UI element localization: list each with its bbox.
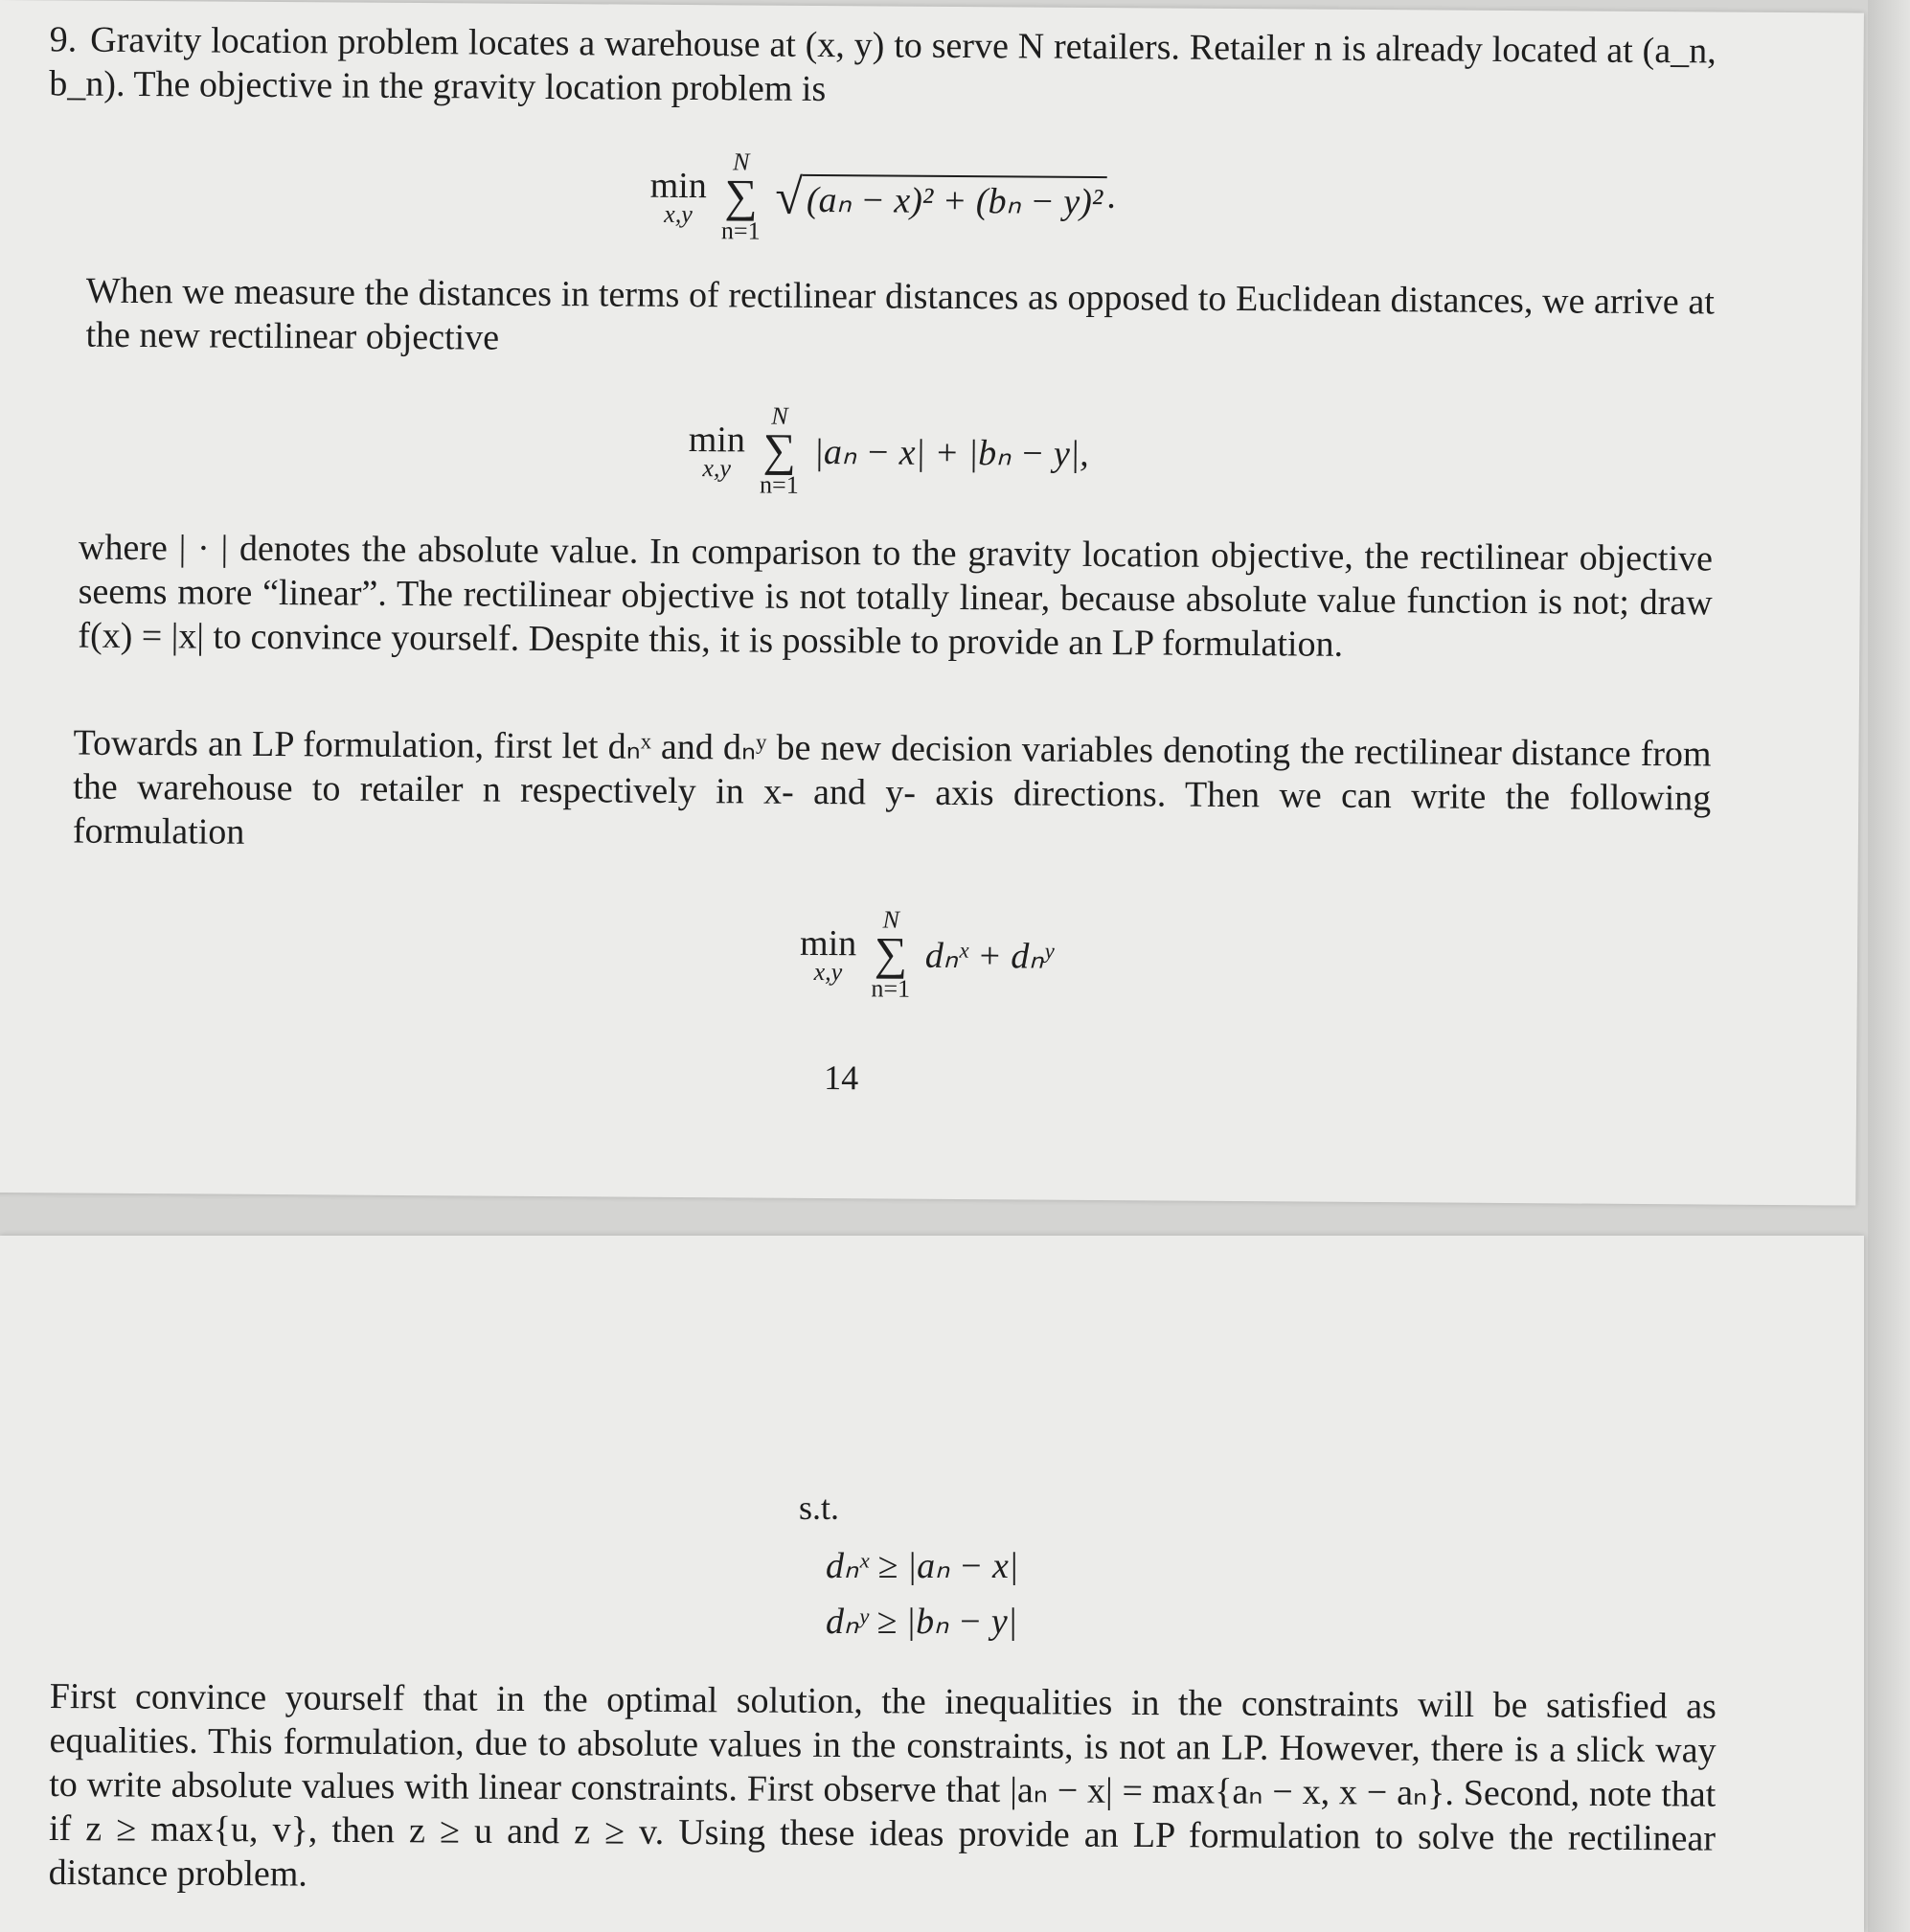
- para5-text: First convince yourself that in the optimal solution, the inequalities in the constraints will be satisfied as equalities. This formulation, due to absolute values in the constraints, is not an LP. However, there is a slick way to write absolute values with linear constraints. First observe that |aₙ − x| = max{aₙ − x, x − aₙ}. Second, note that if z ≥ max{u, v}, then z ≥ u and z ≥ v. Using these ideas provide an LP formulation to solve the rectilinear distance problem.: [48, 1676, 1717, 1895]
- para2-text: When we measure the distances in terms of rectilinear distances as opposed to Euclidean distances, we arrive at the new rectilinear objective: [85, 270, 1715, 358]
- page-edge-shadow: [1868, 0, 1910, 1932]
- eq2-sum-bottom: n=1: [760, 470, 799, 499]
- para3-text: where | · | denotes the absolute value. In comparison to the gravity location objective, the rectilinear objective seems more “linear”. The rectilinear objective is not totally linear, because absolute value function is not; draw f(x) = |x| to convince yourself. Despite this, it is possible to provide an LP formulation.: [78, 527, 1714, 665]
- eq2-min-sub: x,y: [702, 454, 732, 483]
- eq3-min-sub: x,y: [813, 957, 843, 987]
- intro-text: Gravity location problem locates a warehouse at (x, y) to serve N retailers. Retailer n is already located at (a_n, b_n). The objective in the gravity location problem is: [49, 19, 1717, 110]
- subject-to-label: s.t.: [799, 1489, 840, 1527]
- page-number: 14: [824, 1058, 859, 1098]
- lp-objective-equation: [800, 906, 1054, 1004]
- intro-paragraph: [49, 17, 1717, 117]
- eq1-end: .: [1106, 175, 1116, 216]
- sigma-icon: ∑: [724, 170, 758, 222]
- eq3-sum-top: N: [882, 905, 900, 934]
- eq3-sum-bottom: n=1: [871, 974, 911, 1003]
- rectilinear-intro-paragraph: [85, 269, 1715, 369]
- constraint-x: dₙˣ ≥ |aₙ − x|: [826, 1546, 1019, 1586]
- sigma-icon: ∑: [874, 928, 908, 980]
- eq1-min: min: [649, 165, 707, 207]
- eq3-min: min: [799, 922, 857, 965]
- eq1-min-sub: x,y: [664, 199, 693, 229]
- square-root: [775, 169, 1106, 227]
- gravity-objective-equation: [649, 148, 1116, 247]
- eq2-expression: |aₙ − x| + |bₙ − y|,: [813, 431, 1089, 474]
- conclusion-paragraph: [49, 1674, 1717, 1905]
- sigma-icon: ∑: [762, 424, 796, 476]
- eq1-sum-bottom: n=1: [720, 216, 761, 245]
- page-bottom: [0, 1236, 1864, 1932]
- eq2-sum-top: N: [771, 401, 788, 430]
- constraint-y: dₙʸ ≥ |bₙ − y|: [826, 1602, 1018, 1642]
- eq1-radicand: (aₙ − x)² + (bₙ − y)²: [803, 173, 1107, 222]
- eq2-min: min: [688, 420, 746, 461]
- radical-icon: √: [775, 170, 804, 225]
- absolute-value-paragraph: [78, 526, 1713, 670]
- problem-number: 9.: [49, 19, 78, 60]
- eq3-expression: dₙˣ + dₙʸ: [924, 935, 1054, 977]
- eq1-sum-top: N: [733, 148, 750, 176]
- para4-text: Towards an LP formulation, first let dₙˣ and dₙʸ be new decision variables denoting the rectilinear distance from the warehouse to retailer n respectively in x- and y- axis directions. Then we can write the following formulation: [72, 722, 1712, 852]
- rectilinear-objective-equation: [688, 402, 1089, 501]
- lp-formulation-paragraph: [73, 721, 1712, 865]
